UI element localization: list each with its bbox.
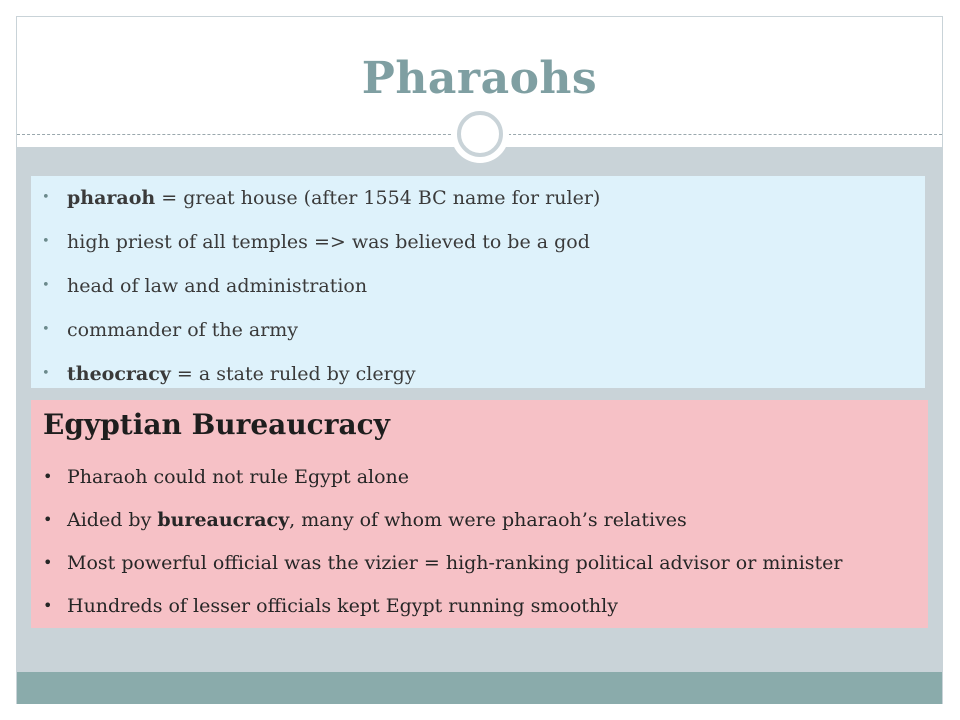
bullet-icon: • [43, 510, 53, 529]
bullet-icon: • [42, 366, 50, 381]
list-item [31, 316, 925, 360]
list-item [31, 184, 925, 228]
term-label: theocracy [67, 363, 171, 385]
item-text: Pharaoh could not rule Egypt alone [67, 466, 410, 488]
item-text: = great house (after 1554 BC name for ruler) [155, 187, 601, 209]
bullet-icon: • [43, 553, 53, 572]
bureaucracy-box [31, 400, 928, 628]
bureaucracy-heading: Egyptian Bureaucracy [43, 408, 390, 441]
term-label: pharaoh [67, 187, 156, 209]
bullet-icon: • [43, 467, 53, 486]
item-text-after: , many of whom were pharaoh’s relatives [289, 509, 687, 531]
term-label: bureaucracy [157, 509, 290, 531]
item-text: Aided by [67, 509, 158, 531]
item-text: commander of the army [67, 319, 299, 341]
list-item [31, 460, 928, 503]
list-item [31, 546, 928, 589]
footer-bar [17, 672, 942, 704]
item-text: high priest of all temples => was believed to be a god [67, 231, 590, 253]
item-text: head of law and administration [67, 275, 368, 297]
item-text: Hundreds of lesser officials kept Egypt running smoothly [67, 595, 618, 617]
bullet-icon: • [42, 190, 50, 205]
list-item [31, 589, 928, 632]
list-item [31, 272, 925, 316]
pharaoh-points-box [31, 176, 925, 388]
pharaoh-points-list [31, 184, 925, 404]
list-item [31, 228, 925, 272]
bullet-icon: • [43, 596, 53, 615]
bullet-icon: • [42, 278, 50, 293]
item-text: Most powerful official was the vizier = high-ranking political advisor or minister [67, 552, 843, 574]
bureaucracy-points-list [31, 460, 928, 632]
bullet-icon: • [42, 234, 50, 249]
item-text: = a state ruled by clergy [170, 363, 416, 385]
slide-title: Pharaohs [361, 53, 598, 104]
bullet-icon: • [42, 322, 50, 337]
circle-ornament-ring [457, 111, 503, 157]
list-item [31, 360, 925, 404]
list-item [31, 503, 928, 546]
